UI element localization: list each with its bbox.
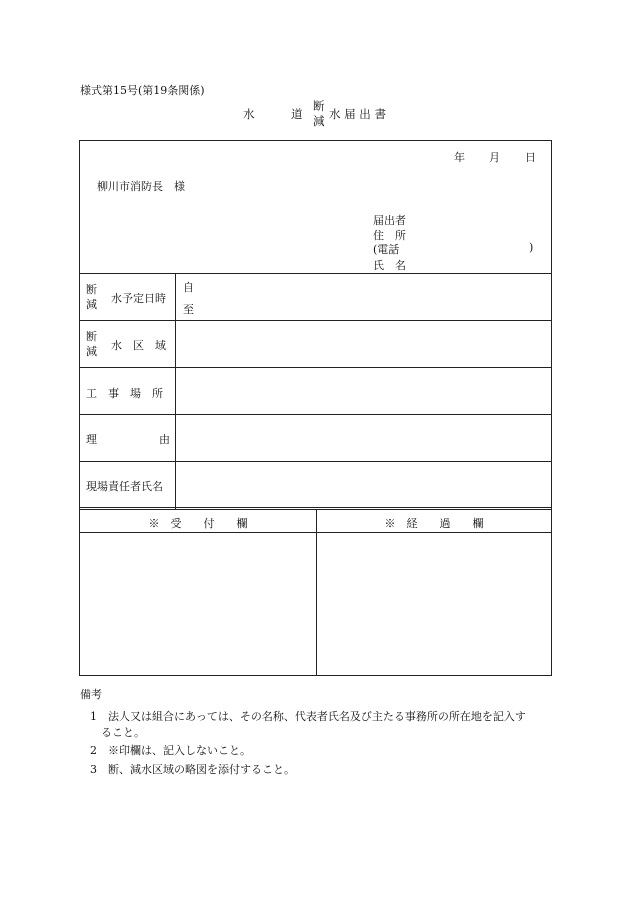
rule-after-site (80, 414, 551, 415)
note-item-2: 2 ※印欄は、記入しないこと。 (90, 744, 251, 757)
note-item-3: 3 断、減水区域の略図を添付すること。 (90, 763, 295, 776)
progress-column-header: ※ 経 過 欄 (384, 517, 484, 530)
schedule-label: 水予定日時 (111, 292, 166, 305)
address-label: 住 所 (373, 229, 406, 242)
addressee: 柳川市消防長 様 (97, 180, 185, 193)
title-stack-bottom: 減 (313, 114, 325, 128)
notes-heading: 備考 (80, 688, 102, 701)
form-number: 様式第15号(第19条関係) (80, 84, 205, 97)
rule-after-supervisor-1 (80, 507, 551, 508)
schedule-to-label: 至 (183, 303, 194, 316)
date-day-label: 日 (525, 151, 536, 164)
date-month-label: 月 (489, 151, 500, 164)
applicant-label: 届出者 (373, 214, 406, 227)
reception-column-header: ※ 受 付 欄 (148, 517, 248, 530)
title-char-water: 水 (243, 107, 255, 121)
phone-label: (電話 (373, 243, 400, 256)
rule-after-area (80, 367, 551, 368)
site-label: 工 事 場 所 (86, 387, 163, 400)
title-stack-top: 断 (313, 99, 325, 113)
title-rest: 水 届 出 書 (329, 107, 386, 121)
rule-after-schedule (80, 320, 551, 321)
schedule-label-top: 断 (86, 283, 97, 296)
label-column-divider (175, 273, 176, 509)
reason-label-right: 由 (159, 433, 170, 446)
note-item-1: 1 法人又は組合にあっては、その名称、代表者氏名及び主たる事務所の所在地を記入す (90, 710, 526, 723)
area-label-stack (86, 329, 97, 359)
area-label: 水 区 域 (111, 339, 166, 352)
rule-after-addressee (80, 273, 551, 274)
supervisor-label: 現場責任者氏名 (86, 480, 163, 493)
area-label-top: 断 (86, 330, 97, 343)
schedule-from-label: 自 (183, 281, 194, 294)
name-label: 氏 名 (373, 259, 406, 272)
note-item-1-continued: ること。 (90, 726, 145, 739)
title-char-supply: 道 (291, 107, 303, 121)
schedule-label-stack (86, 282, 97, 312)
schedule-label-bottom: 減 (86, 298, 97, 311)
date-year-label: 年 (454, 151, 465, 164)
reason-label-left: 理 (86, 433, 97, 446)
rule-after-reason (80, 461, 551, 462)
application-form-table (79, 140, 552, 676)
footer-column-divider (316, 509, 317, 676)
phone-close-paren: ) (529, 241, 534, 254)
area-label-bottom: 減 (86, 345, 97, 358)
